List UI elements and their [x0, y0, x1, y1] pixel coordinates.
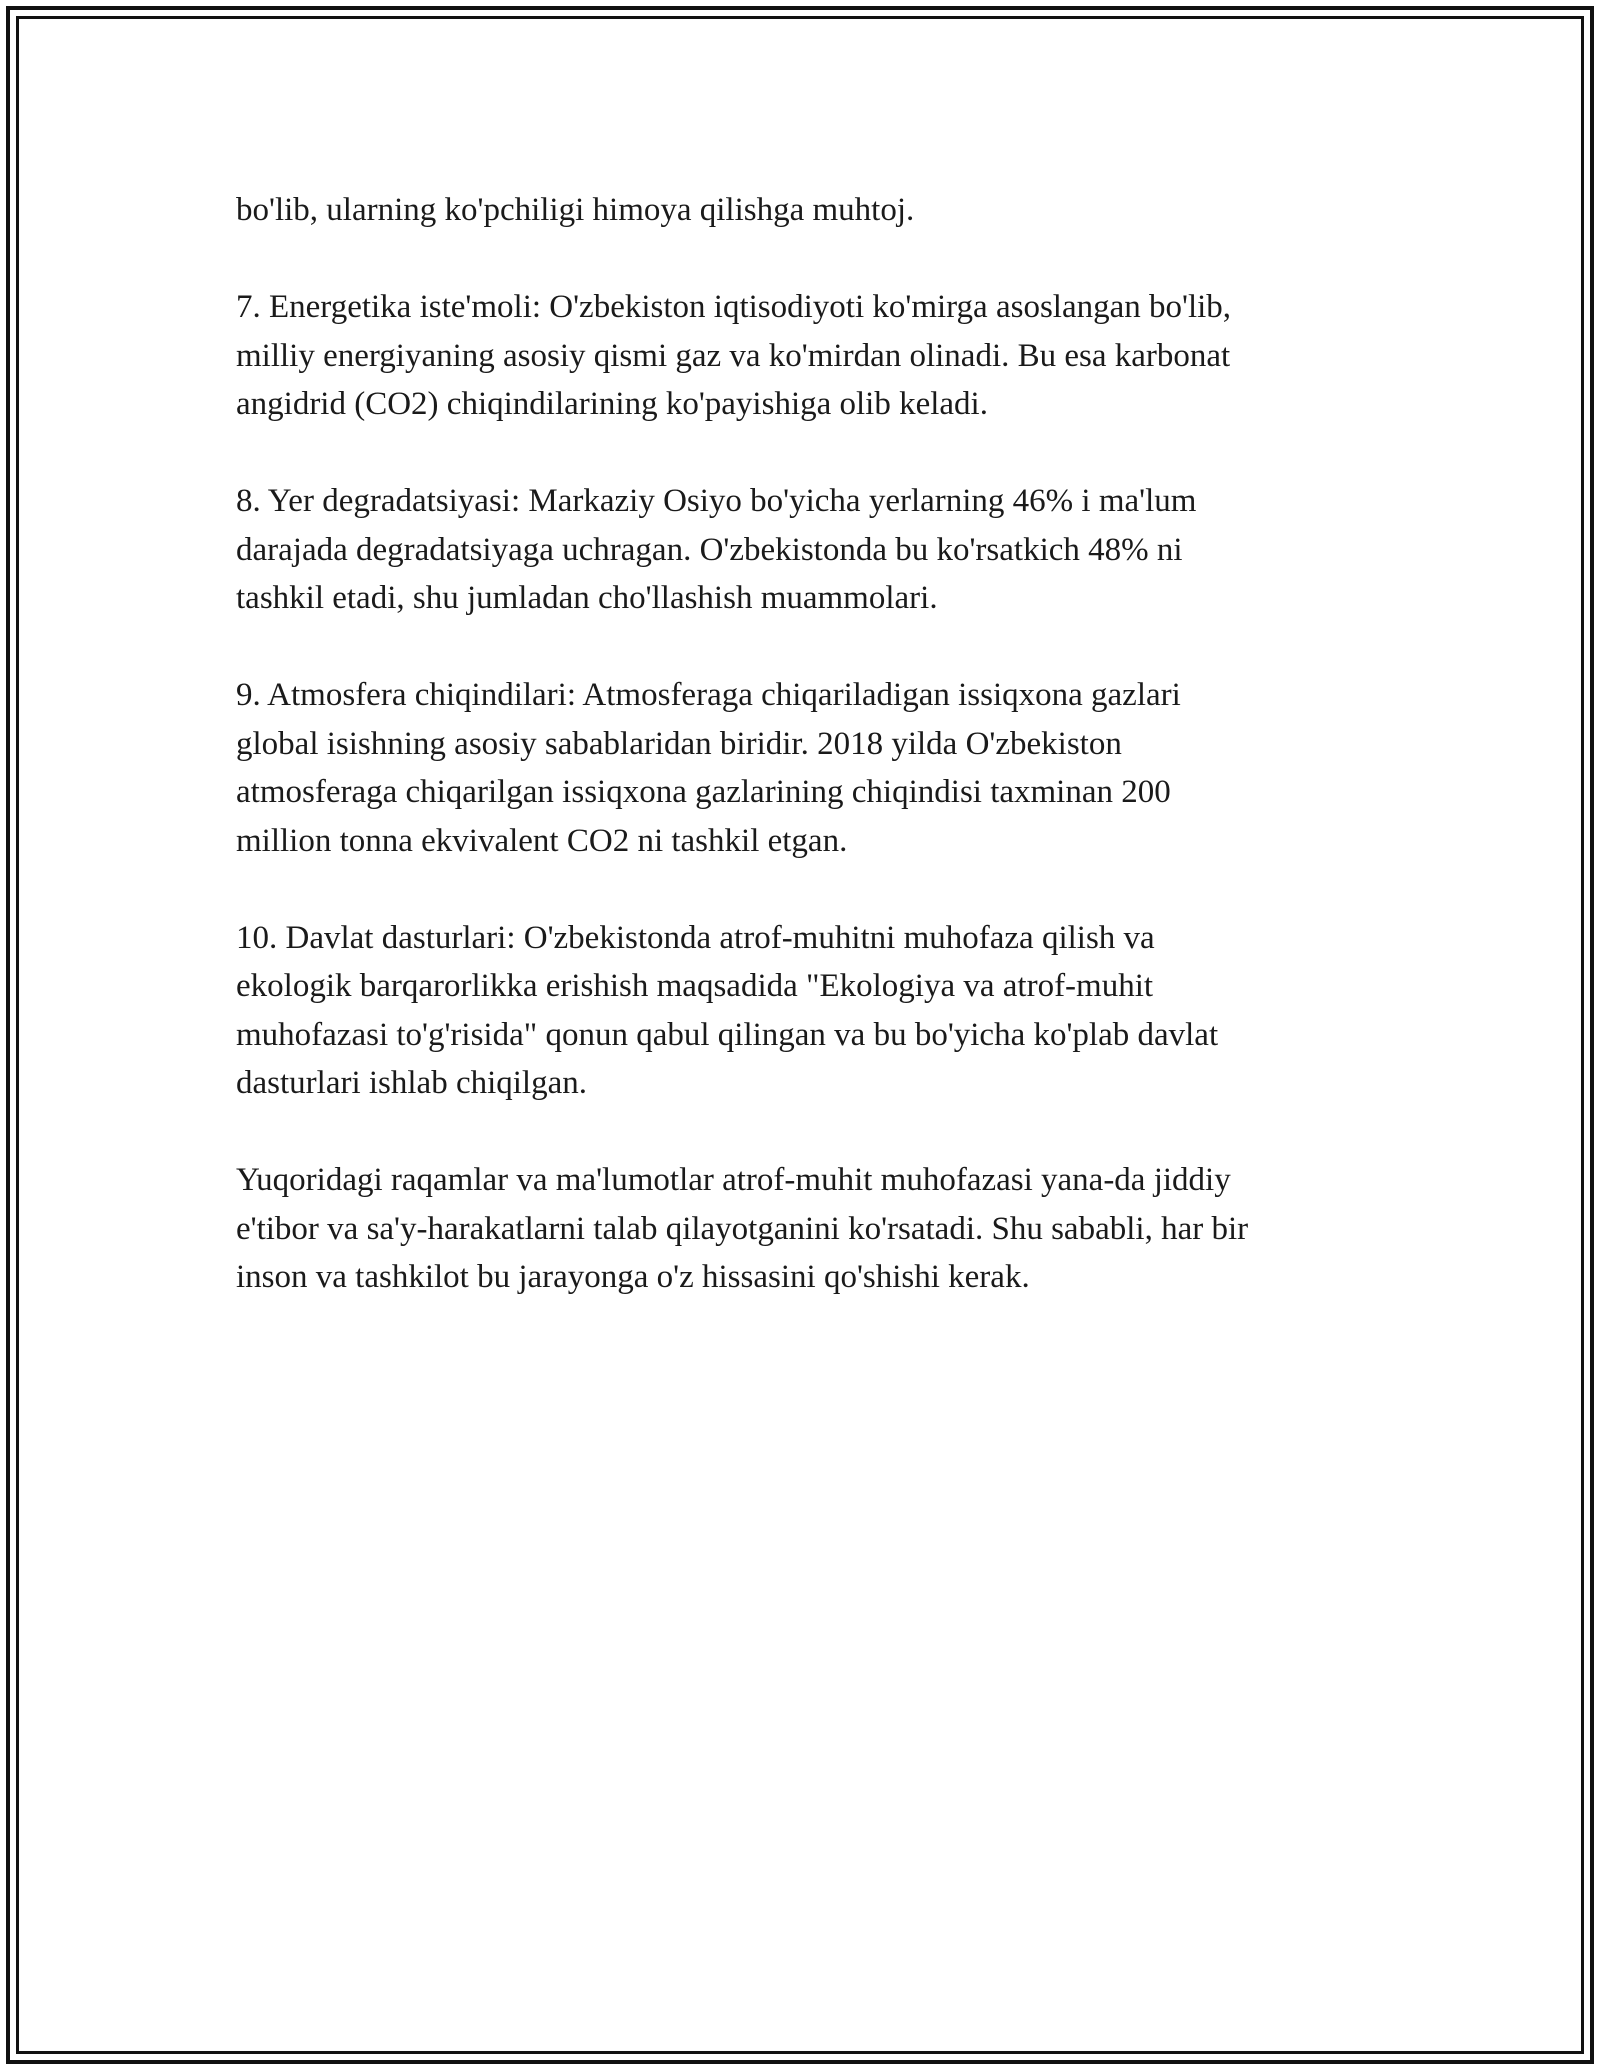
text-line: 10. Davlat dasturlari: O'zbekistonda atrof-muhitni muhofaza qilish va	[236, 919, 1155, 956]
text-line: Yuqoridagi raqamlar va ma'lumotlar atrof-muhit muhofazasi yana-da jiddiy	[236, 1162, 1231, 1198]
text-line: ekologik barqarorlikka erishish maqsadida "Ekologiya va atrof-muhit	[236, 968, 1154, 1004]
text-line: million tonna ekvivalent CO2 ni tashkil etgan.	[236, 822, 848, 859]
text-line: atmosferaga chiqarilgan issiqxona gazlarining chiqindisi taxminan 200	[236, 774, 1171, 810]
text-line: global isishning asosiy sabablaridan biridir. 2018 yilda O'zbekiston	[236, 725, 1122, 762]
document-body	[236, 186, 1386, 1350]
text-line: bo'lib, ularning ko'pchiligi himoya qilishga muhtoj.	[236, 192, 915, 228]
paragraph-continuation	[236, 186, 1386, 235]
text-line: muhofazasi to'g'risida" qonun qabul qilingan va bu bo'yicha ko'plab davlat	[236, 1016, 1219, 1053]
paragraph-davlat-dasturlari	[236, 914, 1386, 1108]
paragraph-conclusion	[236, 1156, 1386, 1302]
text-line: angidrid (CO2) chiqindilarining ko'payishiga olib keladi.	[236, 386, 988, 422]
text-line: 8. Yer degradatsiyasi: Markaziy Osiyo bo'yicha yerlarning 46% i ma'lum	[236, 483, 1197, 519]
paragraph-atmosfera	[236, 671, 1386, 865]
paragraph-energetika	[236, 283, 1386, 429]
text-line: 9. Atmosfera chiqindilari: Atmosferaga chiqariladigan issiqxona gazlari	[236, 677, 1181, 713]
text-line: inson va tashkilot bu jarayonga o'z hissasini qo'shishi kerak.	[236, 1259, 1030, 1295]
text-line: darajada degradatsiyaga uchragan. O'zbekistonda bu ko'rsatkich 48% ni	[236, 531, 1183, 568]
text-line: tashkil etadi, shu jumladan cho'llashish muammolari.	[236, 580, 938, 616]
text-line: e'tibor va sa'y-harakatlarni talab qilayotganini ko'rsatadi. Shu sababli, har bir	[236, 1210, 1249, 1247]
paragraph-yer-degradatsiyasi	[236, 477, 1386, 623]
text-line: dasturlari ishlab chiqilgan.	[236, 1065, 587, 1101]
text-line: milliy energiyaning asosiy qismi gaz va ko'mirdan olinadi. Bu esa karbonat	[236, 337, 1231, 374]
text-line: 7. Energetika iste'moli: O'zbekiston iqtisodiyoti ko'mirga asoslangan bo'lib,	[236, 289, 1232, 325]
